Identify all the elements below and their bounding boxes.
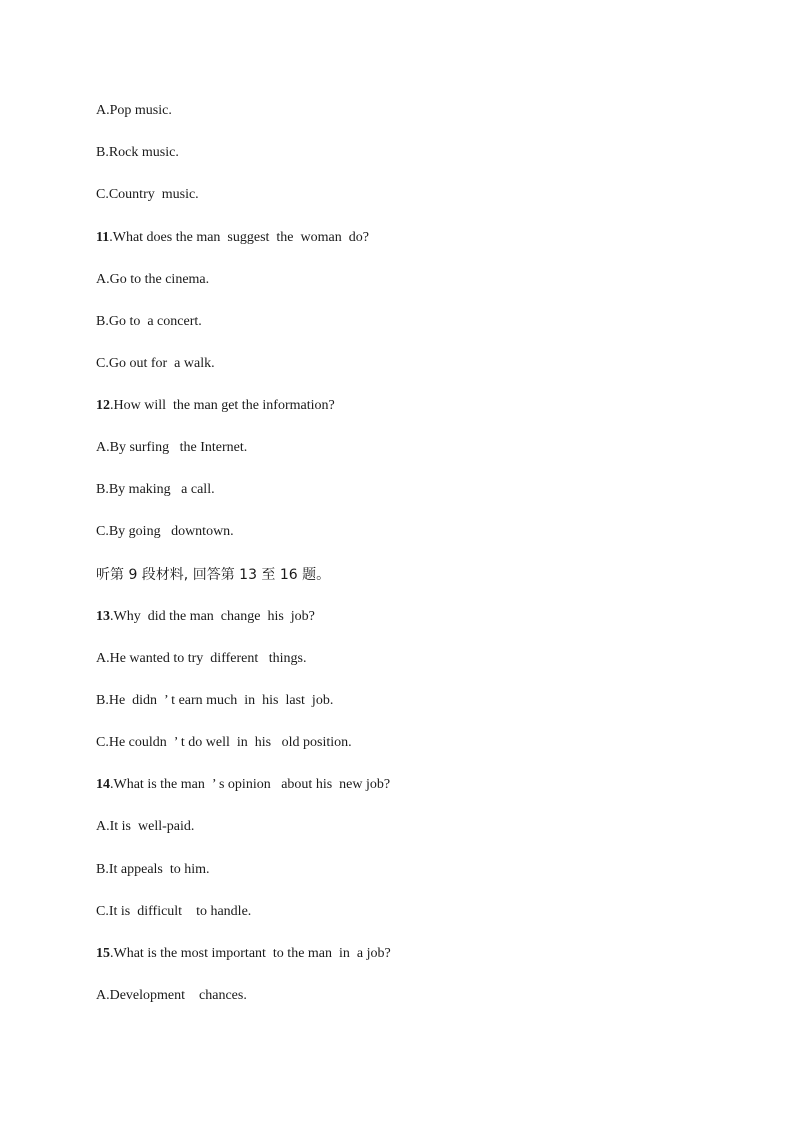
q12-option-c: C.By going downtown.	[96, 524, 234, 539]
question-11	[96, 229, 369, 247]
question-12	[96, 397, 335, 415]
question-15-number: 15	[96, 946, 110, 961]
question-11-text: .What does the man suggest the woman do?	[109, 230, 369, 245]
q12-option-a: A.By surfing the Internet.	[96, 440, 248, 455]
question-14	[96, 776, 390, 794]
q15-option-a: A.Development chances.	[96, 988, 247, 1003]
q14-option-c: C.It is difficult to handle.	[96, 904, 252, 919]
question-13	[96, 608, 315, 626]
question-12-text: .How will the man get the information?	[110, 398, 335, 413]
question-14-number: 14	[96, 777, 110, 792]
q13-option-c: C.He couldn ’ t do well in his old position.	[96, 735, 352, 750]
question-14-text: .What is the man ’ s opinion about his new job?	[110, 777, 391, 792]
question-11-number: 11	[96, 230, 110, 245]
q10-option-c: C.Country music.	[96, 187, 199, 202]
q12-option-b: B.By making a call.	[96, 482, 215, 497]
question-15	[96, 945, 391, 963]
question-13-text: .Why did the man change his job?	[110, 609, 315, 624]
q11-option-b: B.Go to a concert.	[96, 314, 202, 329]
q13-option-b: B.He didn ’ t earn much in his last job.	[96, 693, 334, 708]
q10-option-b: B.Rock music.	[96, 145, 179, 160]
section-header: 听第 9 段材料, 回答第 13 至 16 题。	[96, 567, 331, 583]
q13-option-a: A.He wanted to try different things.	[96, 651, 307, 666]
question-15-text: .What is the most important to the man in a job?	[110, 946, 391, 961]
q11-option-c: C.Go out for a walk.	[96, 356, 215, 371]
q11-option-a: A.Go to the cinema.	[96, 272, 210, 287]
question-12-number: 12	[96, 398, 110, 413]
q14-option-b: B.It appeals to him.	[96, 862, 210, 877]
q10-option-a: A.Pop music.	[96, 103, 172, 118]
question-13-number: 13	[96, 609, 110, 624]
q14-option-a: A.It is well-paid.	[96, 819, 195, 834]
